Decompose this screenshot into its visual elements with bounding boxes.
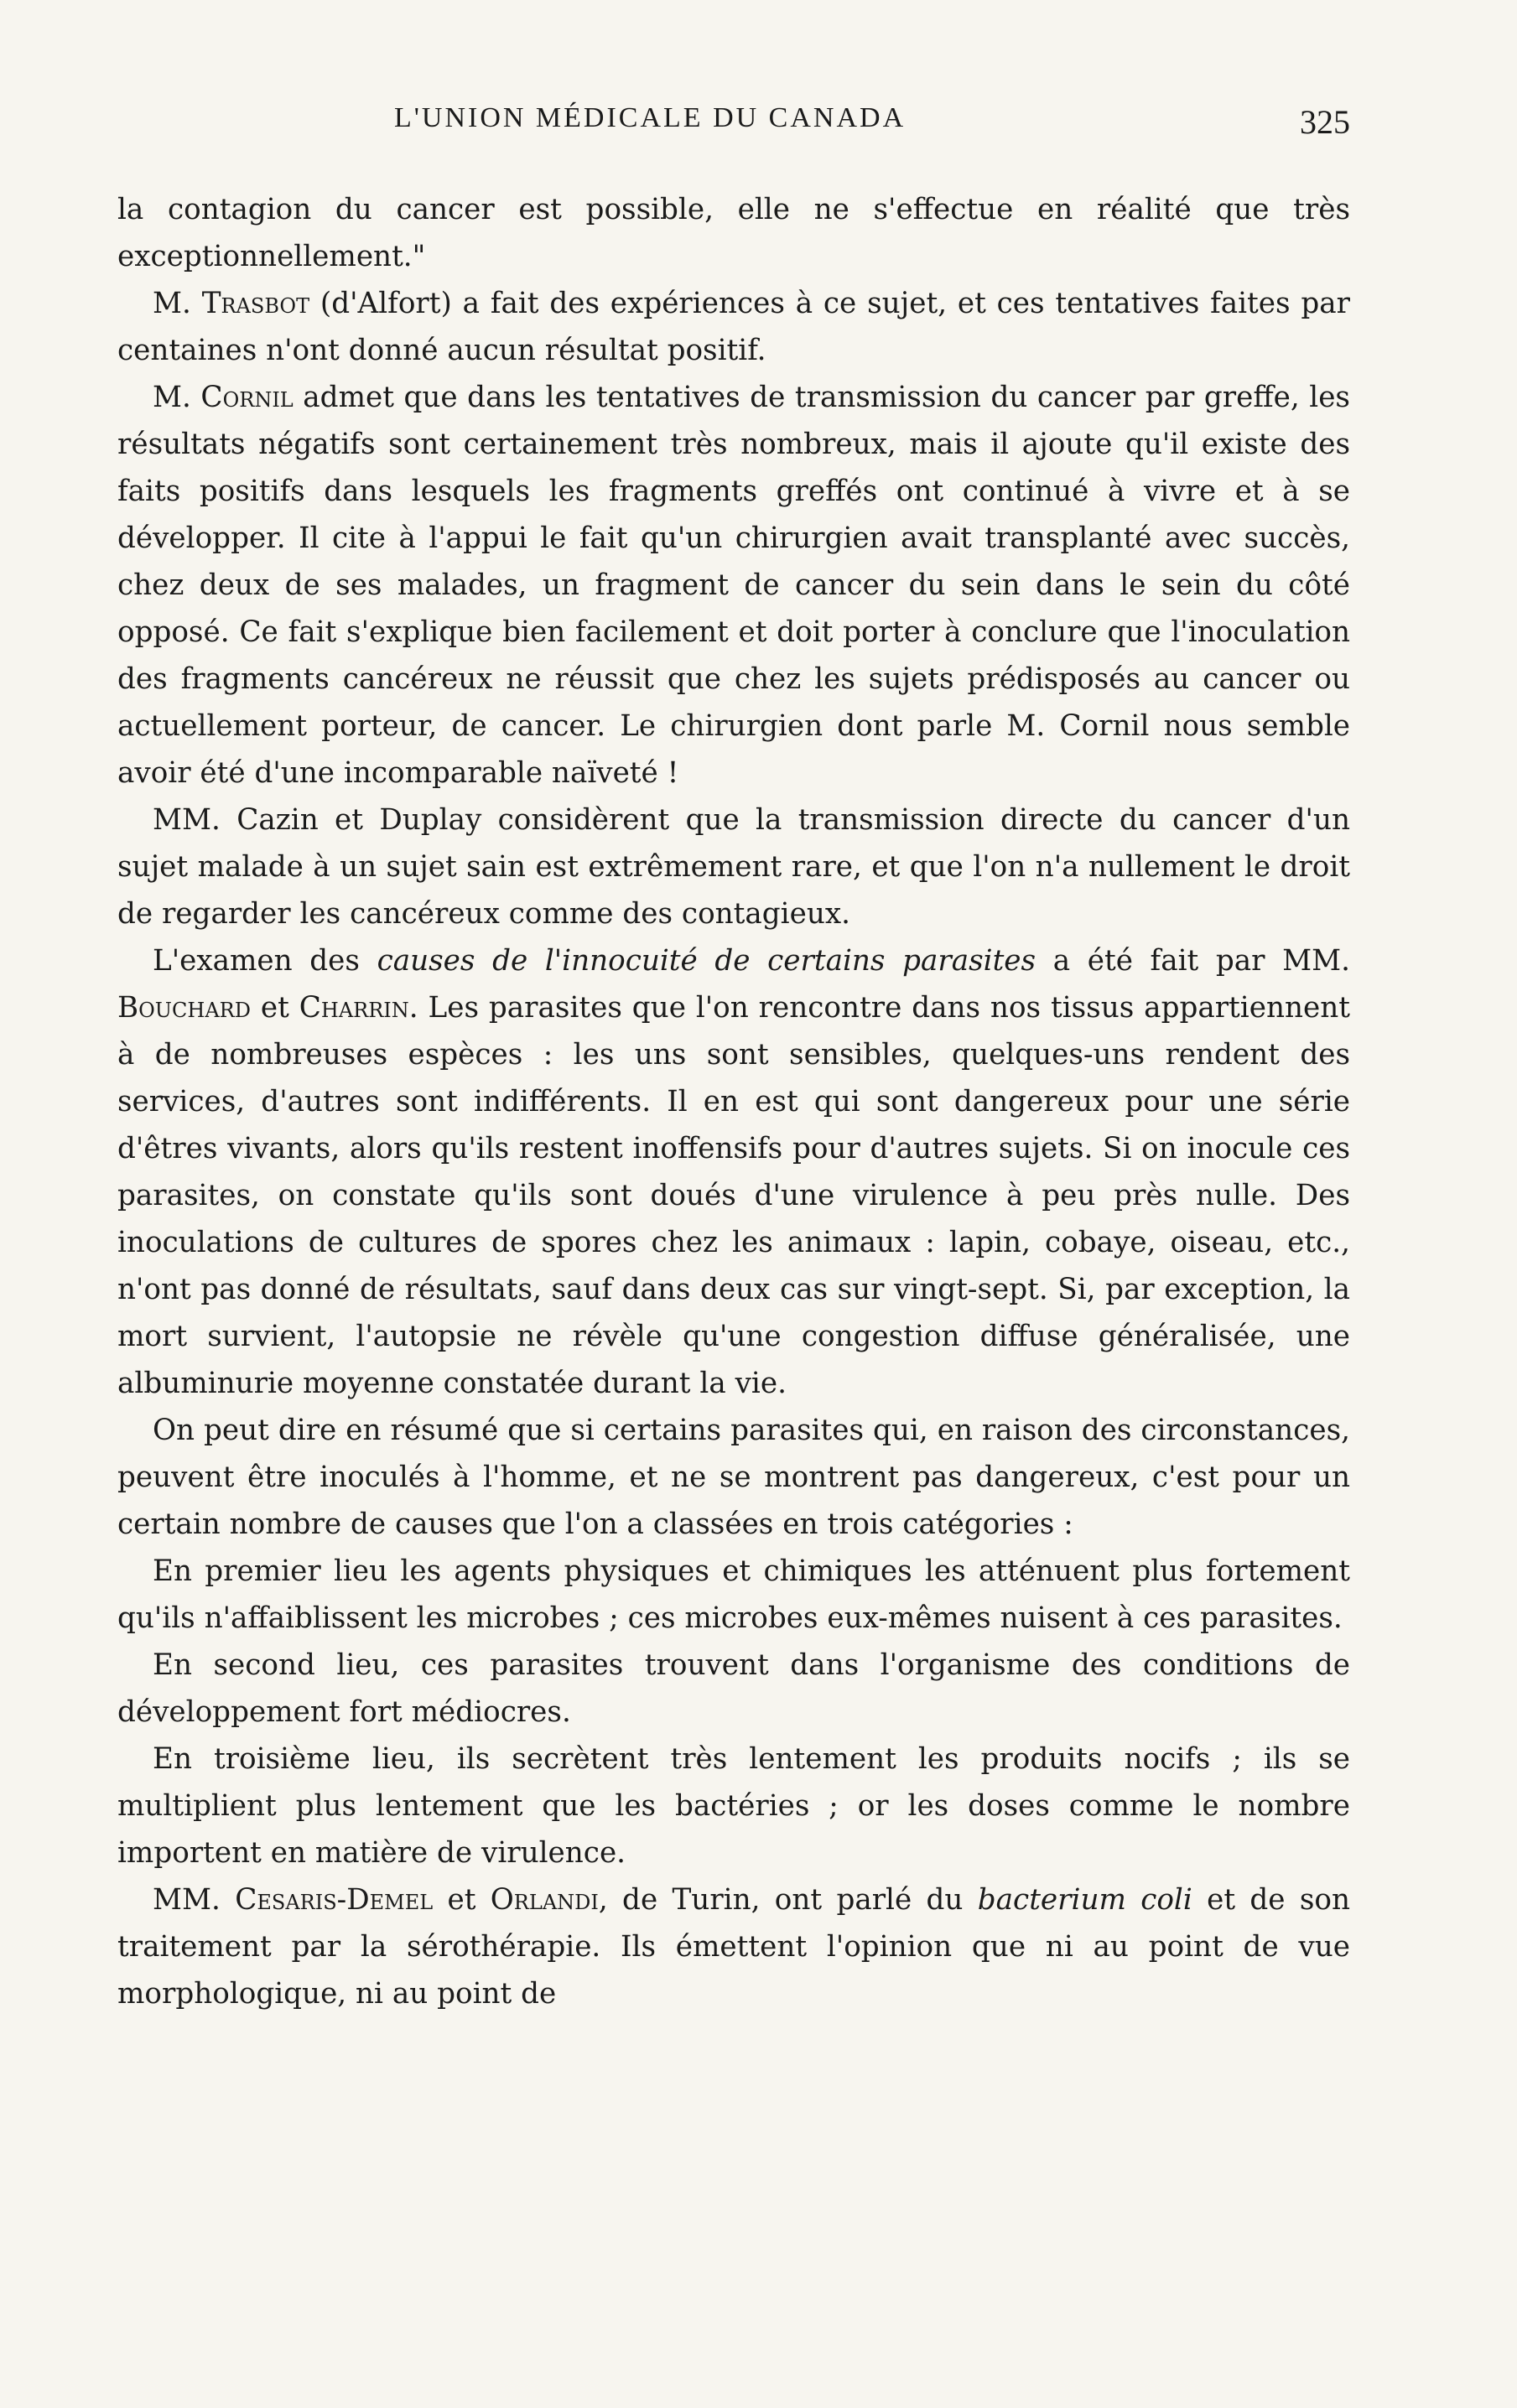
paragraph [117,374,1350,797]
text-run: L'examen des [153,944,377,978]
text-run: M. [153,381,201,414]
paragraph [117,797,1350,937]
body-text [117,186,1350,2017]
author-name: Trasbot [201,287,310,320]
page-header [117,102,1350,153]
author-name: Charrin [299,991,409,1025]
paragraph [117,1407,1350,1548]
paragraph [117,186,1350,280]
text-run: . Les parasites que l'on rencontre dans nos tissus appartiennent à de nombreuses espèces : les uns sont sensibles, quelques-uns rendent des services, d'autres sont indifférents. Il en est qui sont dangereux pour une série d'êtres vivants, alors qu'ils restent inoffensifs pour d'autres sujets. Si on inocule ces parasites, on constate qu'ils sont doués d'une virulence à peu près nulle. Des inoculations de cultures de spores chez les animaux : lapin, cobaye, oiseau, etc., n'ont pas donné de résultats, sauf dans deux cas sur vingt-sept. Si, par exception, la mort survient, l'autopsie ne révèle qu'une congestion diffuse généralisée, une albuminurie moyenne constatée durant la vie. [117,991,1350,1400]
text-run: et [250,991,299,1025]
page-number: 325 [1300,103,1350,141]
text-run: et [433,1883,491,1917]
text-run: On peut dire en résumé que si certains parasites qui, en raison des circonstances, peuvent être inoculés à l'homme, et ne se montrent pas dangereux, c'est pour un certain nombre de causes que l'on a classées en trois catégories : [117,1414,1350,1541]
text-run: et de son traitement par la sérothérapie. Ils émettent l'opinion que ni au point de vue morphologique, ni au point de [117,1883,1350,2011]
paragraph [117,1876,1350,2017]
text-run: a été fait par MM. [1036,944,1350,978]
author-name: Orlandi [490,1883,599,1917]
text-run: admet que dans les tentatives de transmission du cancer par greffe, les résultats négatifs sont certainement très nombreux, mais il ajoute qu'il existe des faits positifs dans lesquels les fragments greffés ont continué à vivre et à se développer. Il cite à l'appui le fait qu'un chirurgien avait transplanté avec succès, chez deux de ses malades, un fragment de cancer du sein dans le sein du côté opposé. Ce fait s'explique bien facilement et doit porter à conclure que l'inoculation des fragments cancéreux ne réussit que chez les sujets prédisposés au cancer ou actuellement porteur, de cancer. Le chirurgien dont parle M. Cornil nous semble avoir été d'une incomparable naïveté ! [117,381,1350,790]
text-run: En premier lieu les agents physiques et chimiques les atténuent plus fortement qu'ils n'affaiblissent les microbes ; ces microbes eux-mêmes nuisent à ces parasites. [117,1554,1350,1635]
text-run: En troisième lieu, ils secrètent très lentement les produits nocifs ; ils se multiplient plus lentement que les bactéries ; or les doses comme le nombre importent en matière de virulence. [117,1742,1350,1870]
text-run: (d'Alfort) a fait des expériences à ce sujet, et ces tentatives faites par centaines n'ont donné aucun résultat positif. [117,287,1350,367]
author-name: Cesaris-Demel [235,1883,434,1917]
author-name: Cornil [200,381,294,414]
paragraph [117,937,1350,1407]
paragraph [117,1736,1350,1876]
italic-text: causes de l'innocuité de certains parasites [377,944,1036,978]
text-run: M. [153,287,202,320]
paragraph [117,280,1350,374]
text-run: la contagion du cancer est possible, elle ne s'effectue en réalité que très exceptionnellement." [117,193,1350,273]
author-name: Bouchard [117,991,251,1025]
italic-text: bacterium coli [977,1883,1192,1917]
running-title: L'UNION MÉDICALE DU CANADA [394,102,907,133]
paragraph [117,1642,1350,1736]
paragraph [117,1548,1350,1642]
text-run: , de Turin, ont parlé du [598,1883,978,1917]
text-run: En second lieu, ces parasites trouvent dans l'organisme des conditions de développement fort médiocres. [117,1648,1350,1729]
text-run: MM. [153,1883,236,1917]
text-run: MM. Cazin et Duplay considèrent que la transmission directe du cancer d'un sujet malade à un sujet sain est extrêmement rare, et que l'on n'a nullement le droit de regarder les cancéreux comme des contagieux. [117,803,1350,931]
